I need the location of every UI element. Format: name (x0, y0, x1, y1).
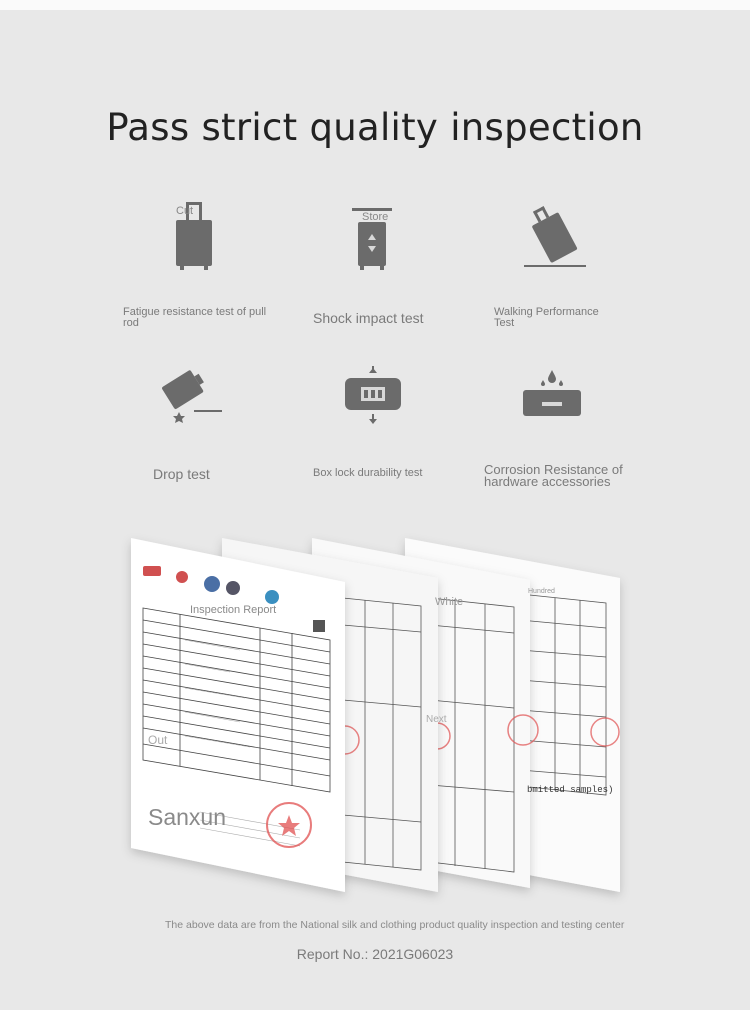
report-white-label: White (435, 596, 464, 608)
data-source-note: The above data are from the National silk and clothing product quality inspection and testing center (165, 919, 625, 931)
test-label-fatigue: Fatigue resistance test of pull rod (123, 306, 267, 329)
report-next-label: Next (426, 714, 447, 725)
report-hundred-label: Hundred (528, 588, 555, 595)
report-brand: Sanxun (148, 804, 227, 830)
test-label-shock: Shock impact test (313, 310, 424, 326)
tag-cut: Cut (176, 205, 194, 217)
test-label-corrosion: Corrosion Resistance of hardware accessories (484, 462, 623, 489)
test-label-walking: Walking Performance Test (494, 306, 599, 329)
test-label-drop: Drop test (153, 466, 210, 482)
page-title: Pass strict quality inspection (106, 106, 644, 149)
test-label-box-lock: Box lock durability test (313, 467, 423, 479)
report-page-1 (131, 538, 345, 892)
report-number: Report No.: 2021G06023 (296, 946, 454, 962)
report-submitted-label: bmitted samples) (527, 785, 614, 795)
tag-store: Store (362, 211, 389, 223)
report-heading: Inspection Report (190, 604, 277, 616)
report-out-label: Out (148, 733, 168, 747)
